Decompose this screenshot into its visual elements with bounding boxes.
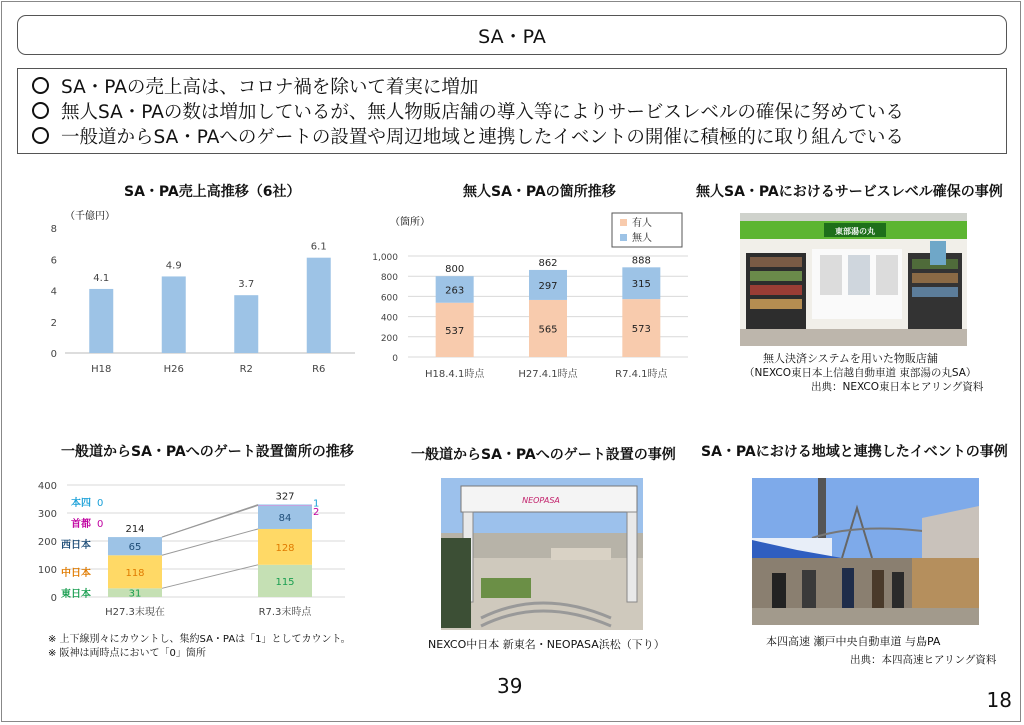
sales-chart (25, 205, 365, 385)
data-label: 31 (128, 588, 142, 600)
slide-title: SA・PA (17, 15, 1007, 55)
y-tick-label: 6 (50, 255, 57, 267)
bar (234, 295, 258, 353)
bar (307, 258, 331, 353)
data-label: 115 (275, 576, 295, 588)
data-label: 128 (275, 542, 295, 554)
data-label: 263 (445, 285, 465, 297)
data-label: 2 (313, 507, 320, 518)
legend-label: 無人 (632, 233, 652, 244)
data-label: 0 (97, 497, 104, 509)
data-label: 3.7 (238, 279, 255, 291)
event-example-title: SA・PAにおける地域と連携したイベントの事例 (701, 444, 1008, 460)
series-label: 首都 (71, 518, 91, 530)
unmanned-chart (368, 205, 698, 385)
event-source: 出典：本四高速ヒアリング資料 (850, 654, 997, 666)
y-tick-label: 8 (50, 224, 57, 235)
total-label: 888 (631, 255, 651, 267)
chart-note: ※ 上下線別々にカウントし、集約SA・PAは「1」としてカウント。 (48, 634, 351, 645)
x-tick-label: R2 (239, 364, 253, 375)
store-photo (740, 213, 967, 346)
bar (89, 289, 113, 353)
bar (162, 276, 186, 353)
legend-swatch (620, 234, 627, 241)
connector-line (162, 505, 258, 537)
page-number: 18 (986, 688, 1012, 712)
total-label: 862 (538, 257, 558, 269)
store-source: 出典：NEXCO東日本ヒアリング資料 (811, 381, 984, 393)
y-tick-label: 200 (37, 537, 57, 548)
y-axis-unit-label: （箇所） (390, 217, 430, 228)
data-label: 118 (125, 567, 145, 579)
x-tick-label: H18.4.1時点 (425, 369, 485, 380)
gate-example-title: 一般道からSA・PAへのゲート設置の事例 (411, 447, 676, 463)
connector-line (162, 565, 258, 589)
total-label: 327 (275, 491, 295, 503)
y-tick-label: 2 (50, 317, 57, 329)
circle-icon (32, 77, 49, 94)
chart-note: ※ 阪神は両時点において「0」箇所 (48, 648, 206, 659)
gate-caption: NEXCO中日本 新東名・NEOPASA浜松（下り） (428, 638, 665, 651)
y-tick-label: 400 (380, 313, 398, 324)
data-label: 6.1 (310, 241, 327, 253)
store-sign: 東部湯の丸 (835, 227, 875, 236)
data-label: 4.1 (93, 272, 110, 284)
y-tick-label: 0 (50, 349, 57, 360)
bar-segment (258, 505, 312, 506)
connector-line (162, 529, 258, 555)
x-tick-label: H26 (163, 364, 184, 375)
data-label: 65 (128, 542, 142, 554)
x-tick-label: H18 (91, 364, 112, 375)
data-label: 565 (538, 324, 558, 336)
gate-trend-title: 一般道からSA・PAへのゲート設置箇所の推移 (61, 444, 354, 460)
data-label: 315 (631, 279, 651, 291)
event-photo (752, 478, 979, 625)
data-label: 1 (313, 498, 320, 510)
legend-label: 有人 (632, 218, 652, 229)
bullet-item: SA・PAの売上高は、コロナ禍を除いて着実に増加 (32, 75, 1006, 100)
y-tick-label: 400 (37, 481, 57, 492)
x-tick-label: R7.4.1時点 (615, 369, 668, 380)
y-tick-label: 300 (37, 509, 57, 520)
store-caption-location: （NEXCO東日本上信越自動車道 東部湯の丸SA） (744, 367, 977, 379)
unmanned-chart-title: 無人SA・PAの箇所推移 (463, 184, 616, 200)
bullet-item: 一般道からSA・PAへのゲートの設置や周辺地域と連携したイベントの開催に積極的に取り組んでいる (32, 125, 1006, 150)
y-tick-label: 0 (392, 354, 398, 364)
data-label: 0 (97, 518, 104, 530)
bullet-item: 無人SA・PAの数は増加しているが、無人物販店舗の導入等によりサービスレベルの確保に努めている (32, 100, 1006, 125)
total-label: 800 (445, 264, 465, 276)
y-tick-label: 800 (380, 273, 398, 284)
gate-trend-chart (25, 470, 370, 625)
data-label: 297 (538, 280, 558, 292)
y-tick-label: 0 (50, 593, 57, 604)
total-label: 214 (125, 524, 145, 536)
series-label: 中日本 (61, 567, 91, 579)
series-label: 東日本 (61, 588, 91, 600)
y-tick-label: 100 (37, 565, 57, 576)
gate-photo (441, 478, 643, 630)
data-label: 84 (278, 513, 292, 525)
store-caption: 無人決済システムを用いた物販店舗 (763, 352, 938, 365)
data-label: 537 (445, 325, 465, 337)
y-tick-label: 600 (380, 293, 398, 304)
page-center-number: 39 (497, 674, 523, 698)
circle-icon (32, 102, 49, 119)
y-tick-label: 1,000 (372, 253, 398, 263)
series-label: 西日本 (61, 539, 91, 551)
x-tick-label: H27.3末現在 (105, 607, 165, 618)
svg-text:NEOPASA: NEOPASA (522, 496, 560, 505)
summary-box (17, 68, 1007, 154)
x-tick-label: H27.4.1時点 (518, 369, 578, 380)
y-axis-unit-label: （千億円） (65, 211, 115, 222)
service-example-title: 無人SA・PAにおけるサービスレベル確保の事例 (696, 184, 1003, 200)
y-tick-label: 4 (50, 286, 57, 298)
event-caption: 本四高速 瀬戸中央自動車道 与島PA (766, 635, 941, 648)
circle-icon (32, 127, 49, 144)
y-tick-label: 200 (380, 333, 398, 344)
x-tick-label: R7.3末時点 (258, 607, 312, 618)
series-label: 本四 (71, 497, 91, 509)
data-label: 573 (631, 324, 651, 336)
x-tick-label: R6 (312, 364, 326, 375)
legend-swatch (620, 219, 627, 226)
data-label: 4.9 (165, 260, 182, 272)
sales-chart-title: SA・PA売上高推移（6社） (124, 184, 301, 200)
